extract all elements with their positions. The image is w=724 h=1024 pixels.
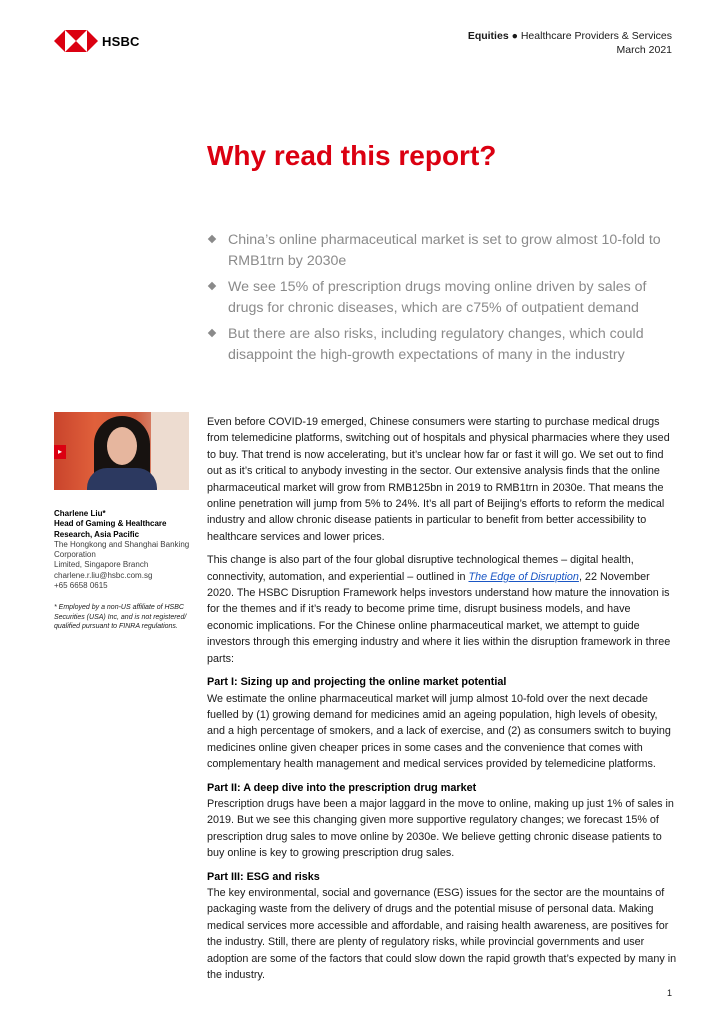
diamond-bullet-icon bbox=[208, 282, 216, 290]
header-date: March 2021 bbox=[616, 44, 672, 56]
logo-wordmark: HSBC bbox=[102, 33, 140, 49]
author-phone: +65 6658 0615 bbox=[54, 581, 108, 591]
author-company: The Hongkong and Shanghai Banking Corporation bbox=[54, 539, 190, 560]
diamond-bullet-icon bbox=[208, 329, 216, 337]
summary-bullet bbox=[207, 324, 677, 366]
summary-bullets bbox=[207, 230, 677, 371]
themes-paragraph bbox=[207, 552, 677, 667]
author-role: Head of Gaming & Healthcare Research, Asia Pacific bbox=[54, 519, 167, 539]
part3-heading: Part III: ESG and risks bbox=[207, 870, 320, 883]
diamond-bullet-icon bbox=[208, 235, 216, 243]
author-branch: Limited, Singapore Branch bbox=[54, 560, 149, 570]
report-body bbox=[207, 414, 677, 990]
report-header bbox=[468, 29, 672, 57]
part3-paragraph: The key environmental, social and governance (ESG) issues for the sector are the mountains of packaging waste from the delivery of drugs and the potential misuse of personal data. Making medical services more accessible and affordable, and raising health awareness, are positives for the industry. Still, there are plenty of regulatory risks, while provincial governments and user adoption are some of the factors that could slow down the rapid growth that’s expected by many in the industry. bbox=[207, 886, 677, 981]
part1-heading: Part I: Sizing up and projecting the online market potential bbox=[207, 676, 507, 689]
part2-paragraph: Prescription drugs have been a major laggard in the move to online, making up just 1% of sales in 2019. But we see this changing given more supportive regulatory changes; we forecast 15% of prescription drug sales to move online by 2030e. We believe getting chronic disease patients to buy online is key to growing prescription drug sales. bbox=[207, 797, 674, 860]
author-info bbox=[54, 509, 194, 591]
part1-paragraph: We estimate the online pharmaceutical market will jump almost 10-fold over the next decade fuelled by (1) growing demand for medicines amid an ageing population, high levels of obesity, and a high percentage of smokers, and a lack of exercise, and (2) as consumers switch to buying medicines online given cheaper prices in some cases and the convenience that comes with complementary health management and medical services provided by telemedicine platforms. bbox=[207, 692, 671, 771]
author-photo bbox=[54, 412, 189, 490]
summary-bullet-text: But there are also risks, including regulatory changes, which could disappoint the high-growth expectations of many in the industry bbox=[228, 326, 644, 363]
author-name: Charlene Liu* bbox=[54, 509, 106, 518]
page-number: 1 bbox=[666, 988, 672, 998]
themes-text-after: , 22 November 2020. The HSBC Disruption Framework helps investors understand how mature the innovation is for the themes and if it’s ready to become prime time, disrupt business models, and have economic implications. For the Chinese online pharmaceutical market, we attempt to guide investors through this emerging industry and where it lies within the disruption framework in three parts: bbox=[207, 570, 671, 665]
intro-paragraph: Even before COVID-19 emerged, Chinese consumers were starting to purchase medical drugs from telemedicine platforms, switching out of hospitals and physical pharmacies where they used to buy. That trend is now accelerating, but it’s unclear how far or fast it will go. We set out to find out as it’s critical to anybody investing in the sector. Our extensive analysis finds that the online pharmaceutical market will grow from RMB125bn in 2019 to RMB1trn in 2030e. That means the online penetration will jump from 5% to 24%. It’s all part of Beijing’s efforts to reform the medical industry and allow chronic disease patients in particular to benefit from better accessibility to healthcare services and lower prices. bbox=[207, 416, 670, 543]
bullet-separator: ● bbox=[511, 30, 521, 42]
author-disclaimer: * Employed by a non-US affiliate of HSBC Securities (USA) Inc, and is not registered/ qualified pursuant to FINRA regulations. bbox=[54, 604, 187, 630]
summary-bullet bbox=[207, 277, 677, 319]
summary-bullet-text: We see 15% of prescription drugs moving online driven by sales of drugs for chronic diseases, which are c75% of outpatient demand bbox=[228, 279, 647, 316]
header-sector: Healthcare Providers & Services bbox=[520, 30, 672, 42]
arrow-right-icon: ▸ bbox=[54, 445, 66, 459]
edge-of-disruption-link[interactable]: The Edge of Disruption bbox=[468, 570, 579, 583]
header-category-line bbox=[468, 29, 672, 43]
header-category: Equities bbox=[467, 30, 509, 42]
summary-bullet bbox=[207, 230, 677, 272]
author-email[interactable]: charlene.r.liu@hsbc.com.sg bbox=[54, 570, 153, 580]
hsbc-logo bbox=[54, 30, 140, 52]
hsbc-hexagon-icon bbox=[54, 30, 98, 52]
themes-text-before: This change is also part of the four global disruptive technological themes – digital health, connectivity, automation, and experiential – outlined in bbox=[207, 554, 634, 583]
page-title: Why read this report? bbox=[207, 140, 497, 171]
part2-heading: Part II: A deep dive into the prescription drug market bbox=[207, 781, 477, 794]
summary-bullet-text: China’s online pharmaceutical market is set to grow almost 10-fold to RMB1trn by 2030e bbox=[228, 232, 661, 269]
